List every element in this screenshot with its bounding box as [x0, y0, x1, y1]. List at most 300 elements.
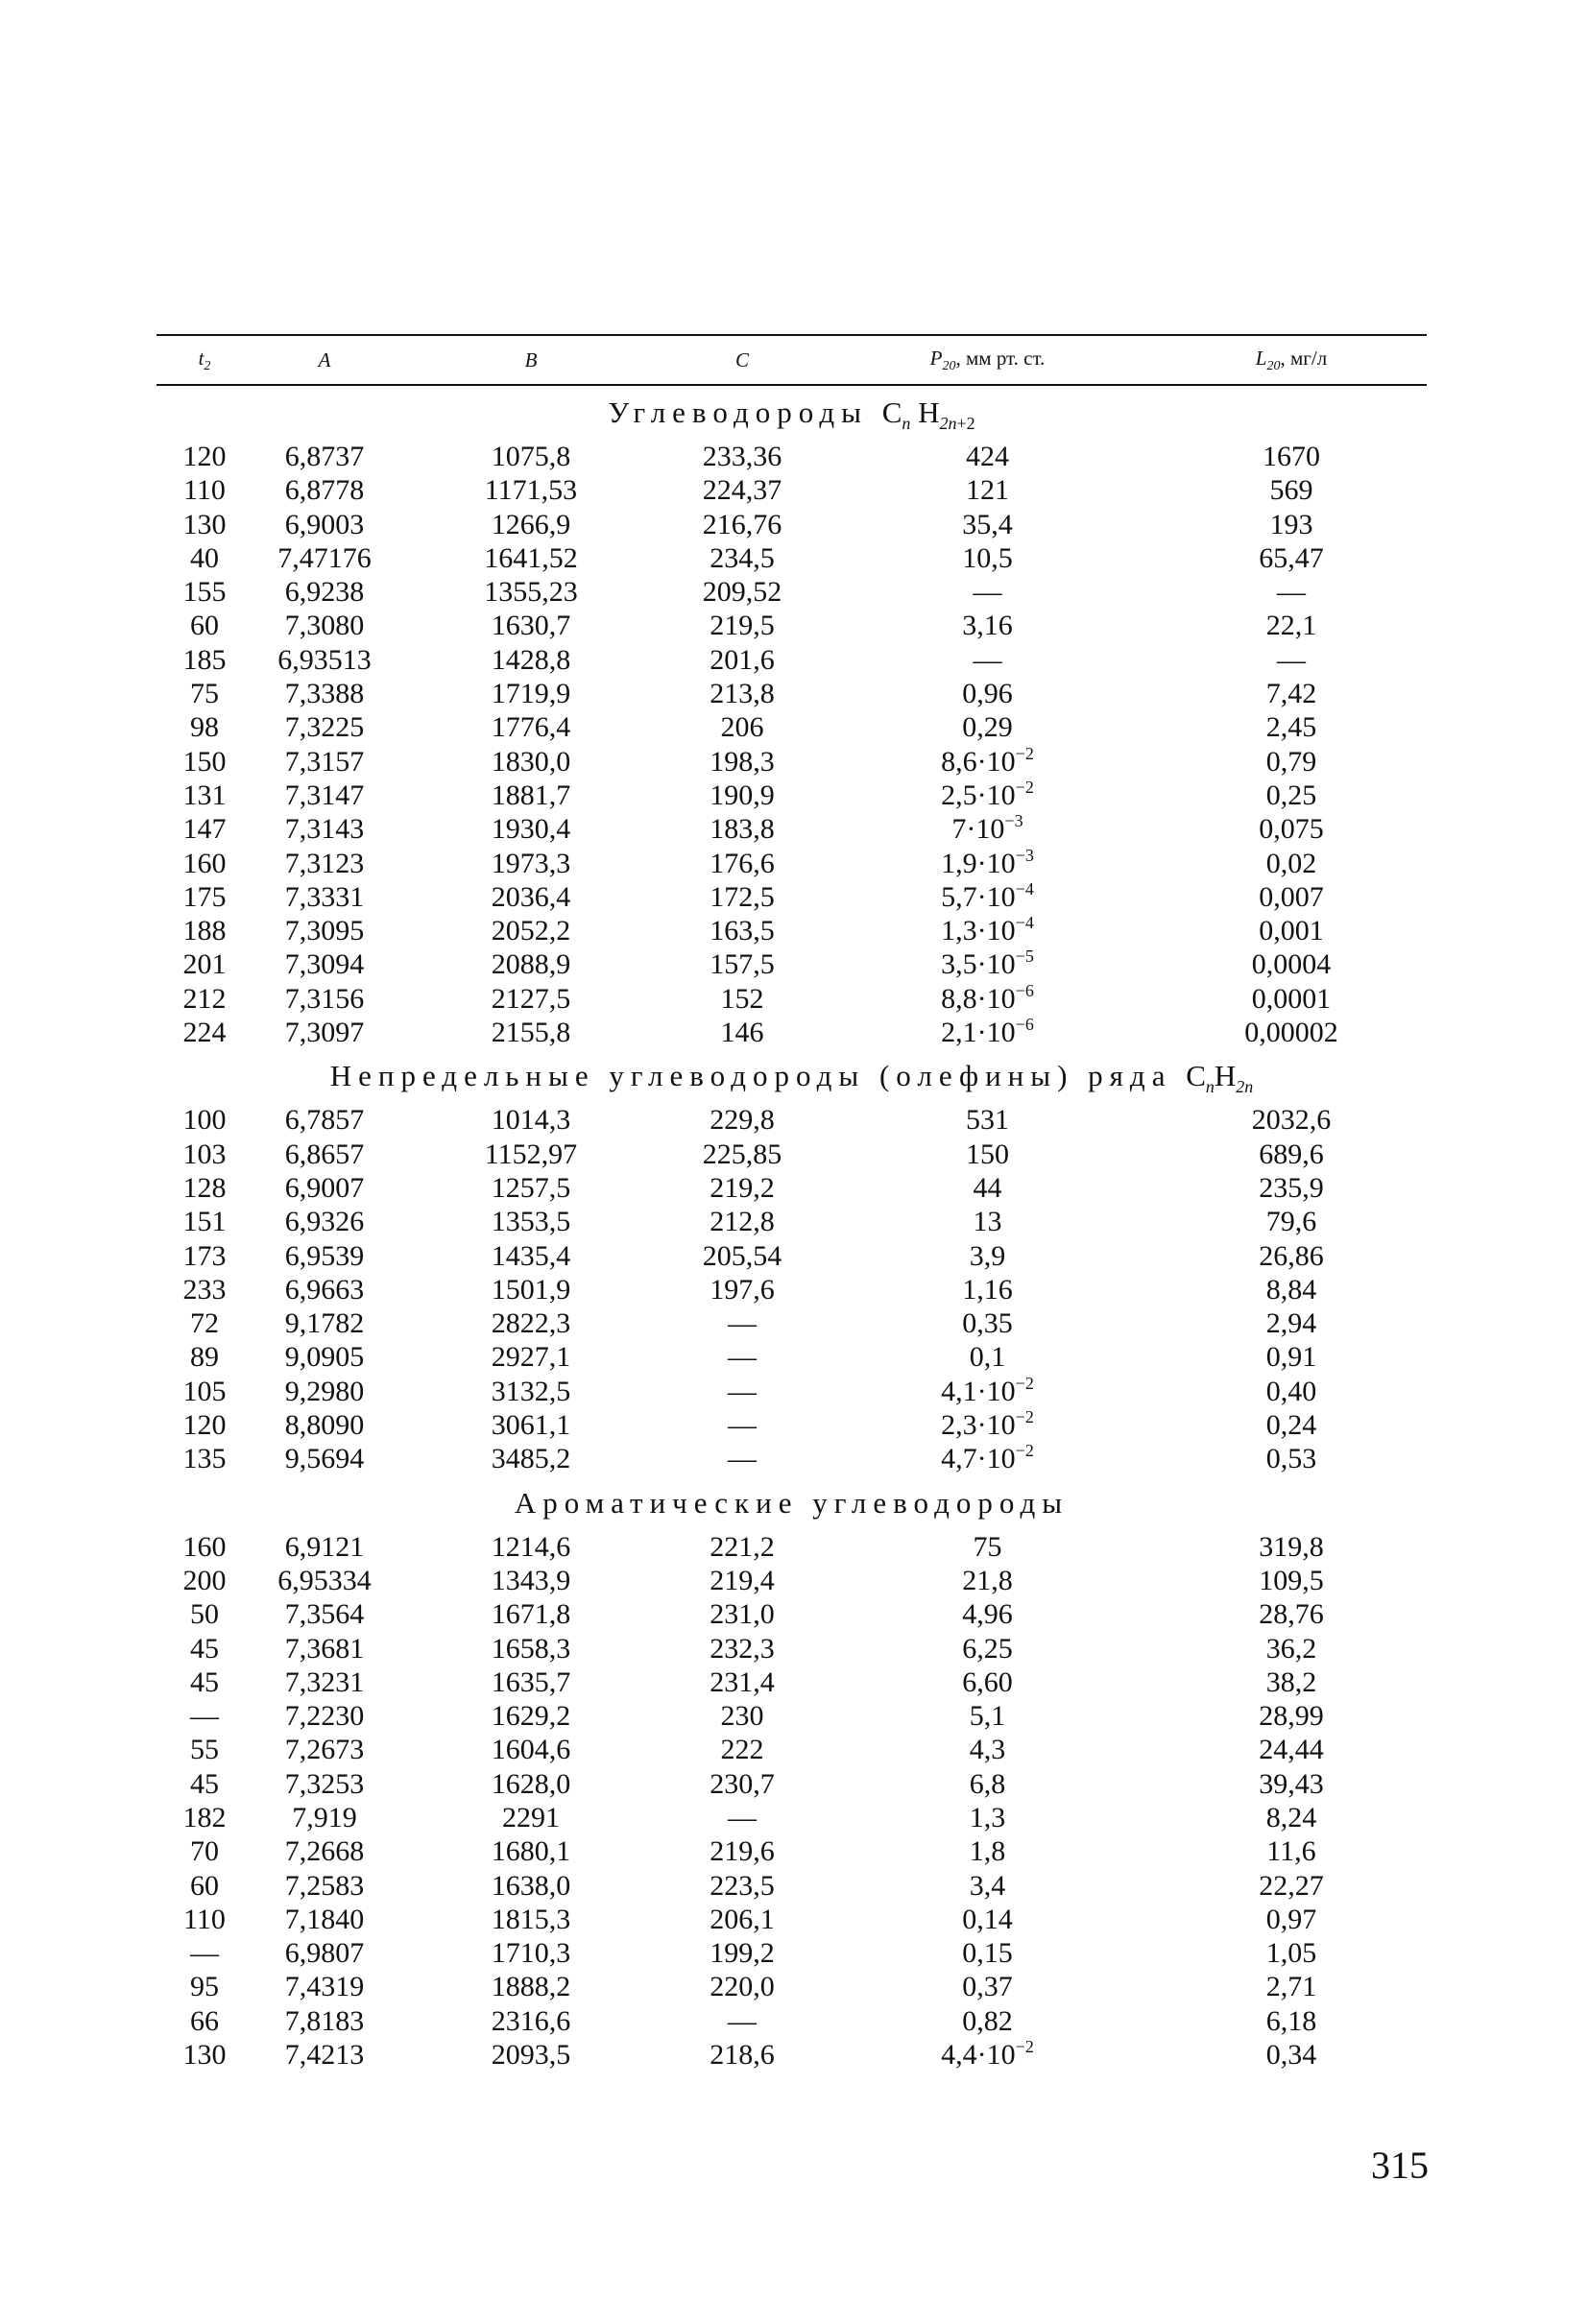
cell-c: 146: [720, 1017, 764, 1049]
table-row: [156, 1699, 1427, 1733]
cell-c: —: [728, 2004, 757, 2037]
cell-l20: 8,24: [1265, 1801, 1317, 1833]
cell-p20: 0,35: [962, 1307, 1013, 1340]
table-row: [156, 1442, 1427, 1475]
cell-l20: 0,007: [1259, 880, 1324, 913]
cell-t2: 160: [182, 1530, 227, 1563]
cell-c: —: [728, 1443, 757, 1475]
cell-b: 1719,9: [491, 678, 571, 710]
table-row: [156, 2004, 1427, 2038]
cell-p20: 3,4: [969, 1869, 1006, 1902]
cell-c: 221,2: [710, 1530, 775, 1563]
cell-t2: 130: [182, 508, 227, 540]
table-row: [156, 1733, 1427, 1766]
table-row: [156, 745, 1427, 779]
cell-l20: 0,79: [1265, 745, 1317, 778]
cell-p20: —: [973, 576, 1002, 609]
cell-a: 6,9007: [284, 1171, 365, 1204]
cell-a: 7,2673: [284, 1734, 365, 1766]
cell-p20: 4,3: [969, 1734, 1006, 1766]
table-row: [156, 914, 1427, 947]
cell-p20: 150: [966, 1138, 1009, 1170]
cell-c: 176,6: [710, 847, 775, 879]
cell-p20: $4,1\cdot 10^{-2}$: [941, 1373, 1034, 1407]
cell-l20: 2032,6: [1251, 1104, 1332, 1137]
cell-c: 231,4: [710, 1665, 775, 1698]
table-row: [156, 1273, 1427, 1306]
cell-c: 209,52: [702, 576, 782, 609]
cell-b: 1075,8: [491, 441, 571, 472]
cell-b: 1355,23: [484, 576, 578, 609]
cell-b: 1930,4: [491, 813, 571, 846]
cell-p20: $8,8\cdot 10^{-6}$: [941, 980, 1034, 1015]
cell-b: 2822,3: [491, 1307, 571, 1340]
section-title: Углеводороды $C_n$ $H_{2n+2}$: [608, 395, 975, 434]
table-row: [156, 473, 1427, 507]
cell-t2: 212: [182, 982, 227, 1015]
cell-p20: $8,6\cdot 10^{-2}$: [941, 743, 1034, 778]
cell-c: 230,7: [710, 1767, 775, 1800]
cell-a: 6,8778: [284, 474, 365, 507]
cell-t2: 128: [182, 1171, 227, 1204]
cell-l20: 7,42: [1265, 678, 1317, 710]
cell-p20: $3,5\cdot 10^{-5}$: [941, 946, 1034, 981]
cell-a: 7,3331: [284, 880, 365, 913]
cell-c: 205,54: [702, 1239, 782, 1272]
cell-l20: 2,45: [1265, 711, 1317, 744]
cell-a: 7,3231: [284, 1665, 365, 1698]
cell-a: 6,9003: [284, 508, 365, 540]
cell-b: 1266,9: [491, 508, 571, 540]
cell-a: 7,3080: [284, 610, 365, 642]
cell-p20: $1,3\cdot 10^{-4}$: [941, 913, 1034, 947]
table-row: [156, 1767, 1427, 1801]
cell-p20: 75: [973, 1530, 1002, 1563]
cell-c: 233,36: [702, 441, 782, 472]
cell-b: 2316,6: [491, 2004, 571, 2037]
cell-p20: 4,96: [962, 1598, 1013, 1631]
cell-a: 6,9326: [284, 1206, 365, 1238]
cell-t2: 185: [182, 643, 227, 676]
cell-l20: 8,84: [1265, 1273, 1317, 1306]
cell-p20: —: [973, 643, 1002, 676]
cell-b: 1629,2: [491, 1700, 571, 1733]
cell-a: 9,1782: [284, 1307, 365, 1340]
cell-c: 219,2: [710, 1171, 775, 1204]
cell-p20: 3,9: [969, 1239, 1006, 1272]
cell-l20: 193: [1269, 508, 1313, 540]
cell-b: 3061,1: [491, 1409, 571, 1442]
cell-a: 9,5694: [284, 1443, 365, 1475]
cell-p20: $2,1\cdot 10^{-6}$: [941, 1015, 1034, 1049]
cell-l20: 28,99: [1259, 1700, 1324, 1733]
header-p20: $P_{20}$, мм рт. ст.: [929, 346, 1046, 373]
cell-a: 7,2583: [284, 1869, 365, 1902]
cell-l20: 79,6: [1265, 1206, 1317, 1238]
cell-c: 197,6: [710, 1273, 775, 1306]
cell-b: 1671,8: [491, 1598, 571, 1631]
cell-b: 1658,3: [491, 1632, 571, 1665]
cell-l20: 26,86: [1259, 1239, 1324, 1272]
cell-b: 1501,9: [491, 1273, 571, 1306]
table-body: [156, 386, 1427, 2072]
cell-t2: 110: [183, 474, 226, 507]
cell-a: 6,9539: [284, 1239, 365, 1272]
cell-a: 7,3564: [284, 1598, 365, 1631]
cell-a: 7,3157: [284, 745, 365, 778]
header-a: A: [318, 347, 331, 371]
cell-c: 212,8: [710, 1206, 775, 1238]
cell-c: 232,3: [710, 1632, 775, 1665]
cell-p20: $7\cdot 10^{-3}$: [951, 811, 1023, 846]
cell-p20: 1,8: [969, 1835, 1006, 1868]
cell-b: 1628,0: [491, 1767, 571, 1800]
cell-l20: 22,27: [1259, 1869, 1324, 1902]
cell-c: 198,3: [710, 745, 775, 778]
cell-a: 7,2668: [284, 1835, 365, 1868]
cell-c: 206: [720, 711, 764, 744]
cell-b: 1680,1: [491, 1835, 571, 1868]
cell-t2: 160: [182, 847, 227, 879]
cell-p20: 44: [973, 1171, 1002, 1204]
cell-c: 206,1: [710, 1903, 775, 1935]
cell-b: 1638,0: [491, 1869, 571, 1902]
cell-b: 2052,2: [491, 915, 571, 947]
cell-p20: 0,96: [962, 678, 1013, 710]
cell-l20: 65,47: [1259, 541, 1324, 574]
cell-a: 7,47176: [277, 541, 372, 574]
cell-p20: 10,5: [962, 541, 1013, 574]
table-row: [156, 982, 1427, 1016]
table-row: [156, 1016, 1427, 1049]
cell-a: 7,2230: [284, 1700, 365, 1733]
cell-b: 1604,6: [491, 1734, 571, 1766]
cell-b: 3132,5: [491, 1375, 571, 1407]
cell-t2: 70: [190, 1835, 219, 1868]
cell-c: —: [728, 1409, 757, 1442]
cell-a: 6,9663: [284, 1273, 365, 1306]
cell-c: 222: [720, 1734, 764, 1766]
cell-l20: 36,2: [1265, 1632, 1317, 1665]
cell-l20: 22,1: [1265, 610, 1317, 642]
cell-b: 1014,3: [491, 1104, 571, 1137]
cell-b: 1635,7: [491, 1665, 571, 1698]
cell-t2: 120: [182, 1409, 227, 1442]
header-b: B: [524, 347, 538, 371]
cell-a: 7,3095: [284, 915, 365, 947]
cell-t2: 60: [190, 1869, 219, 1902]
cell-t2: 89: [190, 1341, 219, 1374]
cell-c: 231,0: [710, 1598, 775, 1631]
cell-t2: 130: [182, 2039, 227, 2072]
header-t2: $t_2$: [198, 346, 211, 373]
cell-t2: 150: [182, 745, 227, 778]
cell-p20: 424: [966, 441, 1009, 472]
cell-c: 190,9: [710, 779, 775, 811]
cell-t2: 147: [182, 813, 227, 846]
cell-t2: —: [190, 1700, 219, 1733]
cell-c: 224,37: [702, 474, 782, 507]
cell-l20: 1670: [1263, 441, 1320, 472]
table-row: [156, 1138, 1427, 1171]
cell-l20: 2,71: [1265, 1971, 1317, 2003]
table-row: [156, 575, 1427, 609]
cell-a: 8,8090: [284, 1409, 365, 1442]
cell-p20: 0,14: [962, 1903, 1013, 1935]
cell-c: 199,2: [710, 1937, 775, 1970]
cell-a: 6,8657: [284, 1138, 365, 1170]
table-row: [156, 643, 1427, 677]
cell-t2: 45: [190, 1632, 219, 1665]
cell-l20: 0,0001: [1251, 982, 1332, 1015]
cell-t2: 151: [182, 1206, 227, 1238]
cell-t2: 98: [190, 711, 219, 744]
cell-b: 1776,4: [491, 711, 571, 744]
cell-a: 6,9807: [284, 1937, 365, 1970]
table-row: [156, 1239, 1427, 1273]
cell-c: 220,0: [710, 1971, 775, 2003]
cell-c: 219,6: [710, 1835, 775, 1868]
cell-t2: 55: [190, 1734, 219, 1766]
cell-p20: 1,3: [969, 1801, 1006, 1833]
table-row: [156, 508, 1427, 541]
cell-l20: 0,00002: [1244, 1017, 1338, 1049]
cell-p20: 0,37: [962, 1971, 1013, 2003]
cell-t2: 103: [182, 1138, 227, 1170]
cell-c: 152: [720, 982, 764, 1015]
cell-l20: 39,43: [1259, 1767, 1324, 1800]
table-row: [156, 541, 1427, 575]
cell-t2: 75: [190, 678, 219, 710]
cell-b: 2127,5: [491, 982, 571, 1015]
cell-c: —: [728, 1341, 757, 1374]
cell-l20: 319,8: [1259, 1530, 1324, 1563]
cell-a: 7,8183: [284, 2004, 365, 2037]
cell-l20: 0,0004: [1251, 948, 1332, 981]
cell-t2: 224: [182, 1017, 227, 1049]
table-row: [156, 1564, 1427, 1597]
cell-a: 7,3253: [284, 1767, 365, 1800]
cell-a: 6,95334: [277, 1564, 372, 1596]
cell-b: 1710,3: [491, 1937, 571, 1970]
cell-b: 2155,8: [491, 1017, 571, 1049]
table-row: [156, 1306, 1427, 1340]
cell-b: 2291: [502, 1801, 560, 1833]
cell-t2: 175: [182, 880, 227, 913]
cell-t2: 120: [182, 441, 227, 472]
cell-l20: 0,075: [1259, 813, 1324, 846]
table-row: [156, 812, 1427, 846]
cell-b: 1428,8: [491, 643, 571, 676]
cell-l20: —: [1277, 643, 1306, 676]
cell-a: 7,3097: [284, 1017, 365, 1049]
cell-t2: 50: [190, 1598, 219, 1631]
cell-p20: 531: [966, 1104, 1009, 1137]
cell-t2: 60: [190, 610, 219, 642]
cell-a: 7,3225: [284, 711, 365, 744]
cell-a: 7,3681: [284, 1632, 365, 1665]
table-row: [156, 779, 1427, 812]
cell-a: 6,8737: [284, 441, 365, 472]
cell-c: —: [728, 1801, 757, 1833]
cell-l20: 2,94: [1265, 1307, 1317, 1340]
table-row: [156, 947, 1427, 981]
cell-p20: 6,25: [962, 1632, 1013, 1665]
cell-p20: $2,5\cdot 10^{-2}$: [941, 777, 1034, 811]
cell-a: 7,3094: [284, 948, 365, 981]
cell-l20: 0,53: [1265, 1443, 1317, 1475]
table-row: [156, 1801, 1427, 1834]
cell-t2: 105: [182, 1375, 227, 1407]
cell-t2: 110: [183, 1903, 226, 1935]
cell-t2: 233: [182, 1273, 227, 1306]
cell-a: 7,4319: [284, 1971, 365, 2003]
cell-p20: 35,4: [962, 508, 1013, 540]
cell-l20: 569: [1269, 474, 1313, 507]
table-row: [156, 1632, 1427, 1665]
cell-t2: 95: [190, 1971, 219, 2003]
cell-b: 2927,1: [491, 1341, 571, 1374]
cell-p20: 21,8: [962, 1564, 1013, 1596]
cell-a: 7,3143: [284, 813, 365, 846]
cell-b: 1888,2: [491, 1971, 571, 2003]
cell-a: 6,7857: [284, 1104, 365, 1137]
cell-p20: 6,60: [962, 1665, 1013, 1698]
cell-b: 1881,7: [491, 779, 571, 811]
cell-l20: 1,05: [1265, 1937, 1317, 1970]
cell-t2: 155: [182, 576, 227, 609]
cell-a: 7,3123: [284, 847, 365, 879]
table-row: [156, 1205, 1427, 1238]
cell-c: 234,5: [710, 541, 775, 574]
cell-t2: 40: [190, 541, 219, 574]
cell-c: 229,8: [710, 1104, 775, 1137]
cell-p20: 6,8: [969, 1767, 1006, 1800]
cell-t2: 182: [182, 1801, 227, 1833]
cell-b: 2036,4: [491, 880, 571, 913]
cell-b: 1630,7: [491, 610, 571, 642]
table-row: [156, 1597, 1427, 1631]
cell-a: 7,3147: [284, 779, 365, 811]
cell-c: 216,76: [702, 508, 782, 540]
cell-c: —: [728, 1375, 757, 1407]
cell-p20: 0,1: [969, 1341, 1006, 1374]
cell-l20: 11,6: [1266, 1835, 1316, 1868]
page-number: 315: [1371, 2144, 1429, 2187]
cell-a: 9,0905: [284, 1341, 365, 1374]
cell-t2: —: [190, 1937, 219, 1970]
cell-c: 223,5: [710, 1869, 775, 1902]
cell-l20: 689,6: [1259, 1138, 1324, 1170]
table-row: [156, 2038, 1427, 2072]
table-row: [156, 609, 1427, 642]
cell-p20: 1,16: [962, 1273, 1013, 1306]
cell-b: 1171,53: [484, 474, 578, 507]
cell-b: 1435,4: [491, 1239, 571, 1272]
cell-b: 1152,97: [484, 1138, 578, 1170]
cell-p20: $4,4\cdot 10^{-2}$: [941, 2037, 1034, 2072]
cell-b: 1353,5: [491, 1206, 571, 1238]
cell-t2: 45: [190, 1665, 219, 1698]
cell-p20: 0,15: [962, 1937, 1013, 1970]
cell-p20: 5,1: [969, 1700, 1006, 1733]
cell-b: 1973,3: [491, 847, 571, 879]
cell-l20: 0,25: [1265, 779, 1317, 811]
cell-t2: 173: [182, 1239, 227, 1272]
cell-p20: $2,3\cdot 10^{-2}$: [941, 1407, 1034, 1442]
table-row: [156, 1834, 1427, 1868]
cell-t2: 201: [182, 948, 227, 981]
cell-p20: 3,16: [962, 610, 1013, 642]
header-l20: $L_{20}$, мг/л: [1255, 346, 1328, 373]
cell-p20: 13: [973, 1206, 1002, 1238]
cell-a: 6,9121: [284, 1530, 365, 1563]
cell-b: 1343,9: [491, 1564, 571, 1596]
cell-c: 225,85: [702, 1138, 782, 1170]
table-row: [156, 1869, 1427, 1903]
cell-t2: 72: [190, 1307, 219, 1340]
header-c: C: [734, 347, 749, 371]
cell-l20: 0,40: [1265, 1375, 1317, 1407]
cell-c: 201,6: [710, 643, 775, 676]
cell-a: 6,93513: [277, 643, 372, 676]
table-row: [156, 710, 1427, 744]
table-row: [156, 440, 1427, 473]
cell-l20: 109,5: [1259, 1564, 1324, 1596]
cell-l20: 0,02: [1265, 847, 1317, 879]
cell-a: 9,2980: [284, 1375, 365, 1407]
table-row: [156, 1936, 1427, 1970]
cell-p20: 121: [966, 474, 1009, 507]
cell-c: 172,5: [710, 880, 775, 913]
cell-l20: 0,34: [1265, 2039, 1317, 2072]
cell-c: —: [728, 1307, 757, 1340]
cell-a: 6,9238: [284, 576, 365, 609]
cell-b: 1257,5: [491, 1171, 571, 1204]
cell-c: 213,8: [710, 678, 775, 710]
cell-p20: $4,7\cdot 10^{-2}$: [941, 1441, 1034, 1475]
table-header: [156, 336, 1427, 384]
cell-c: 219,4: [710, 1564, 775, 1596]
cell-l20: 28,76: [1259, 1598, 1324, 1631]
cell-a: 7,3388: [284, 678, 365, 710]
cell-t2: 188: [182, 915, 227, 947]
cell-t2: 100: [182, 1104, 227, 1137]
table-row: [156, 1375, 1427, 1408]
table-row: [156, 1103, 1427, 1137]
cell-c: 219,5: [710, 610, 775, 642]
cell-l20: 24,44: [1259, 1734, 1324, 1766]
cell-c: 218,6: [710, 2039, 775, 2072]
table-row: [156, 847, 1427, 880]
cell-p20: 0,82: [962, 2004, 1013, 2037]
cell-b: 1214,6: [491, 1530, 571, 1563]
cell-b: 2093,5: [491, 2039, 571, 2072]
table-row: [156, 880, 1427, 914]
cell-b: 1830,0: [491, 745, 571, 778]
cell-b: 1815,3: [491, 1903, 571, 1935]
table-row: [156, 1171, 1427, 1205]
cell-a: 7,919: [292, 1801, 357, 1833]
table-row: [156, 1408, 1427, 1442]
cell-c: 183,8: [710, 813, 775, 846]
cell-t2: 131: [182, 779, 227, 811]
cell-a: 7,3156: [284, 982, 365, 1015]
cell-p20: $1,9\cdot 10^{-3}$: [941, 845, 1034, 879]
table-row: [156, 1665, 1427, 1699]
cell-a: 7,4213: [284, 2039, 365, 2072]
cell-c: 157,5: [710, 948, 775, 981]
